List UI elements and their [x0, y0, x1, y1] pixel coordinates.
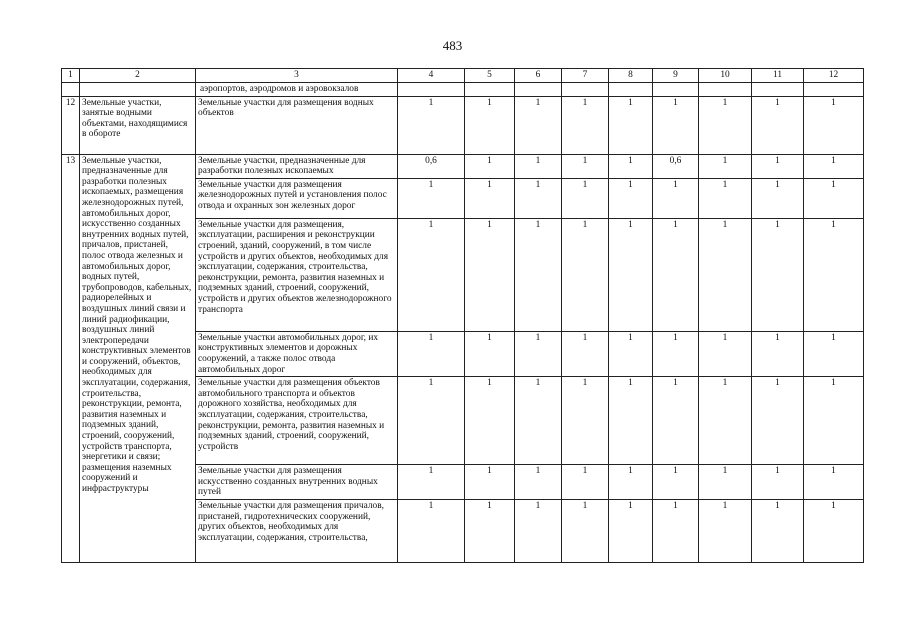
coefficient-value: 1 — [562, 377, 609, 465]
coefficient-value: 1 — [465, 178, 515, 218]
coefficient-value: 1 — [465, 154, 515, 178]
coefficient-value: 1 — [804, 465, 864, 500]
land-purpose: Земельные участки для размещения железнодорожных путей и установления полос отвода и охранных зон железных дорог — [196, 178, 398, 218]
column-header: 5 — [465, 69, 515, 83]
coefficient-value: 1 — [515, 154, 562, 178]
coefficient-value: 1 — [465, 377, 515, 465]
coefficient-value: 1 — [465, 331, 515, 376]
coefficient-value: 1 — [398, 218, 465, 331]
coefficient-value: 1 — [752, 178, 804, 218]
coefficient-value: 1 — [804, 218, 864, 331]
column-header: 12 — [804, 69, 864, 83]
coefficient-value: 1 — [752, 499, 804, 562]
coefficient-value: 1 — [609, 218, 653, 331]
coefficient-value: 1 — [465, 499, 515, 562]
cell — [62, 83, 80, 97]
column-header: 9 — [653, 69, 699, 83]
table-row-13-sub — [62, 154, 864, 178]
column-header: 6 — [515, 69, 562, 83]
coefficient-value: 1 — [804, 178, 864, 218]
coefficient-value: 1 — [699, 331, 752, 376]
coefficient-value: 1 — [609, 499, 653, 562]
coefficient-value: 1 — [804, 96, 864, 154]
land-purpose: Земельные участки для размещения, эксплуатации, расширения и реконструкции строений, зданий, сооружений, в том числе устройств и других объектов, необходимых для эксплуатации, содержания, строительства, реконструкции, ремонта, развития наземных и подземных зданий, строений, сооружений, устройств и других объектов железнодорожного транспорта — [196, 218, 398, 331]
coefficient-value: 1 — [562, 465, 609, 500]
coefficient-value: 1 — [609, 154, 653, 178]
coefficient-value: 1 — [752, 218, 804, 331]
column-header: 1 — [62, 69, 80, 83]
coefficient-value: 1 — [752, 331, 804, 376]
coefficient-value: 1 — [653, 218, 699, 331]
coefficient-value: 1 — [398, 465, 465, 500]
coefficient-value: 1 — [515, 499, 562, 562]
coefficient-value: 1 — [609, 178, 653, 218]
coefficient-value: 1 — [653, 331, 699, 376]
coefficient-value: 1 — [804, 377, 864, 465]
land-purpose: Земельные участки автомобильных дорог, их конструктивных элементов и дорожных сооружений, а также полос отвода автомобильных дорог — [196, 331, 398, 376]
coefficient-value: 1 — [699, 154, 752, 178]
coefficient-value: 1 — [562, 218, 609, 331]
table-row-12 — [62, 96, 864, 154]
coefficient-value: 1 — [699, 465, 752, 500]
column-header: 7 — [562, 69, 609, 83]
coefficient-value: 1 — [804, 499, 864, 562]
coefficient-value: 1 — [398, 331, 465, 376]
coefficient-value: 1 — [752, 465, 804, 500]
coefficient-value: 1 — [398, 178, 465, 218]
coefficient-value: 1 — [515, 178, 562, 218]
coefficient-value: 0,6 — [653, 154, 699, 178]
coefficient-value: 1 — [515, 331, 562, 376]
coefficient-value: 1 — [653, 499, 699, 562]
continuation-row — [62, 83, 864, 97]
coefficient-value: 1 — [609, 377, 653, 465]
coefficient-value: 1 — [515, 96, 562, 154]
coefficient-value: 1 — [699, 377, 752, 465]
coefficient-value: 1 — [465, 465, 515, 500]
coefficient-value: 1 — [398, 377, 465, 465]
row-number: 12 — [62, 96, 80, 154]
coefficient-value: 1 — [653, 377, 699, 465]
coefficient-value: 1 — [752, 154, 804, 178]
coefficient-value: 1 — [653, 178, 699, 218]
land-purpose: Земельные участки для размещения объектов автомобильного транспорта и объектов дорожного хозяйства, необходимых для эксплуатации, содержания, строительства, реконструкции, ремонта, развития наземных и подземных зданий, строений, сооружений, устройств — [196, 377, 398, 465]
coefficient-value: 1 — [562, 154, 609, 178]
coefficient-value: 1 — [653, 96, 699, 154]
land-purpose: Земельные участки, предназначенные для разработки полезных ископаемых — [196, 154, 398, 178]
cell — [80, 83, 196, 97]
coefficient-value: 1 — [515, 465, 562, 500]
coefficient-value: 1 — [515, 218, 562, 331]
column-header: 3 — [196, 69, 398, 83]
coefficient-value: 1 — [653, 465, 699, 500]
column-header: 11 — [752, 69, 804, 83]
coefficient-value: 1 — [752, 377, 804, 465]
land-category: Земельные участки, предназначенные для разработки полезных ископаемых, размещения железнодорожных путей, автомобильных дорог, искусственно созданных внутренних водных путей, причалов, пристаней, полос отвода железных и автомобильных дорог, водных путей, трубопроводов, кабельных, радиорелейных и воздушных линий связи и линий радиофикации, воздушных линий электропередачи конструктивных элементов и сооружений, объектов, необходимых для эксплуатации, содержания, строительства, реконструкции, ремонта, развития наземных и подземных зданий, строений, сооружений, устройств транспорта, энергетики и связи; размещения наземных сооружений и инфраструктуры — [80, 154, 196, 562]
coefficient-value: 1 — [465, 218, 515, 331]
land-purpose: Земельные участки для размещения водных объектов — [196, 96, 398, 154]
land-purpose: Земельные участки для размещения искусственно созданных внутренних водных путей — [196, 465, 398, 500]
column-header: 4 — [398, 69, 465, 83]
coefficient-value: 1 — [562, 499, 609, 562]
coefficient-value: 1 — [752, 96, 804, 154]
continuation-text: аэропортов, аэродромов и аэровокзалов — [196, 83, 398, 97]
coefficient-value: 0,6 — [398, 154, 465, 178]
coefficient-value: 1 — [699, 178, 752, 218]
column-header: 10 — [699, 69, 752, 83]
coefficient-value: 1 — [699, 96, 752, 154]
coefficient-value: 1 — [562, 178, 609, 218]
column-header: 8 — [609, 69, 653, 83]
coefficient-value: 1 — [699, 218, 752, 331]
column-header: 2 — [80, 69, 196, 83]
coefficient-value: 1 — [609, 465, 653, 500]
land-category: Земельные участки, занятые водными объектами, находящимися в обороте — [80, 96, 196, 154]
coefficient-value: 1 — [804, 154, 864, 178]
coefficient-value: 1 — [609, 331, 653, 376]
row-number: 13 — [62, 154, 80, 562]
coefficients-table — [61, 68, 864, 563]
coefficient-value: 1 — [562, 331, 609, 376]
coefficient-value: 1 — [465, 96, 515, 154]
header-row — [62, 69, 864, 83]
land-purpose: Земельные участки для размещения причалов, пристаней, гидротехнических сооружений, других объектов, необходимых для эксплуатации, содержания, строительства, — [196, 499, 398, 562]
coefficient-value: 1 — [398, 96, 465, 154]
coefficient-value: 1 — [562, 96, 609, 154]
page-number: 483 — [442, 38, 463, 53]
coefficient-value: 1 — [699, 499, 752, 562]
coefficient-value: 1 — [609, 96, 653, 154]
coefficient-value: 1 — [515, 377, 562, 465]
coefficient-value: 1 — [804, 331, 864, 376]
coefficient-value: 1 — [398, 499, 465, 562]
